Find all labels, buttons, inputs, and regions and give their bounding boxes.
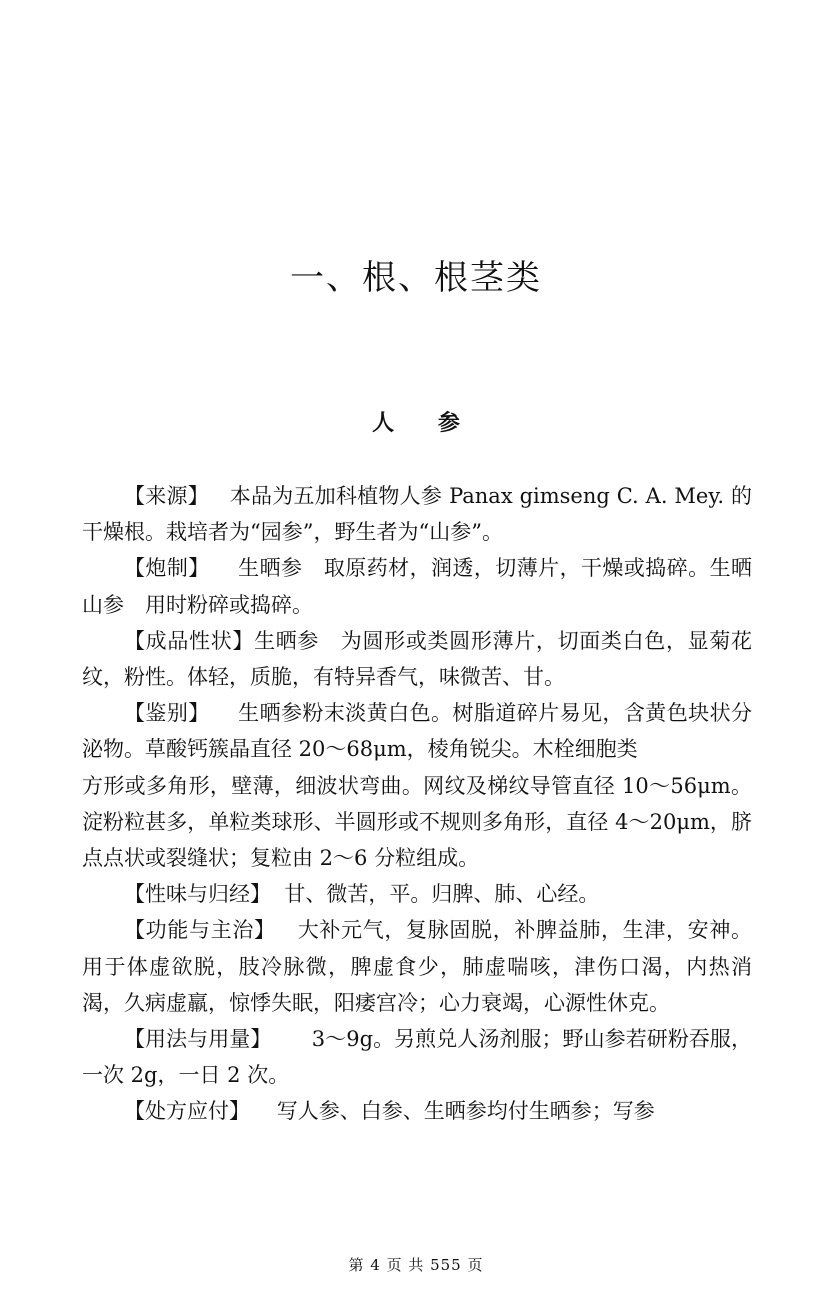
- paragraph-dosage: [82, 1021, 752, 1093]
- paragraph-text: 生晒参 取原药材，润透，切薄片，干燥或捣碎。生晒山参 用时粉碎或捣碎。: [82, 556, 753, 617]
- paragraph-function-indication: [82, 912, 752, 1021]
- paragraph-tag: 【鉴别】: [124, 701, 210, 726]
- paragraph-tag: 【功能与主治】: [124, 918, 276, 943]
- paragraph-tag: 【处方应付】: [124, 1099, 250, 1124]
- paragraph-text: 甘、微苦，平。归脾、肺、心经。: [284, 882, 600, 907]
- paragraph-text: 写人参、白参、生晒参均付生晒参；写参: [276, 1099, 655, 1124]
- paragraph-tag: 【成品性状】: [124, 628, 255, 653]
- paragraph-text: 3～9g。另煎兑人汤剂服；野山参若研粉吞服，一次 2g，一日 2 次。: [82, 1027, 752, 1088]
- section-title: 人 参: [372, 410, 478, 436]
- paragraph-text: 生晒参粉末淡黄白色。树脂道碎片易见，含黄色块状分泌物。草酸钙簇晶直径 20～68μm，棱角锐尖。木栓细胞类: [82, 701, 753, 762]
- page-footer: 第 4 页 共 555 页: [348, 1256, 484, 1274]
- paragraph-tag: 【用法与用量】: [124, 1027, 272, 1052]
- paragraph-tag: 【性味与归经】: [124, 882, 271, 907]
- monograph-body: [82, 478, 752, 1130]
- paragraph-prescription: [82, 1093, 752, 1129]
- paragraph-tag: 【炮制】: [124, 556, 210, 581]
- paragraph-identification-continued: [82, 768, 752, 877]
- paragraph-tag: 【来源】: [124, 484, 209, 508]
- paragraph-text: 生晒参 为圆形或类圆形薄片，切面类白色，显菊花纹，粉性。体轻，质脆，有特异香气，味微苦、甘。: [82, 628, 753, 690]
- paragraph-text: 方形或多角形，壁薄，细波状弯曲。网纹及梯纹导管直径 10～56μm。淀粉粒甚多，单粒类球形、半圆形或不规则多角形，直径 4～20μm，脐点点状或裂缝状；复粒由 2～6 分粒组成。: [82, 773, 752, 871]
- paragraph-source: [82, 478, 752, 550]
- chapter-title: 一、根、根茎类: [290, 258, 542, 298]
- paragraph-text: 本品为五加科植物人参 Panax gimseng C. A. Mey. 的干燥根。栽培者为“园参”，野生者为“山参”。: [82, 484, 753, 545]
- paragraph-text: 大补元气，复脉固脱，补脾益肺，生津，安神。用于体虚欲脱，肢冷脉微，脾虚食少，肺虚喘咳，津伤口渴，内热消渴，久病虚羸，惊悸失眠，阳痿宫冷；心力衰竭，心源性休克。: [82, 918, 753, 1015]
- paragraph-identification: [82, 695, 752, 767]
- paragraph-processing: [82, 550, 752, 622]
- paragraph-product-description: [82, 623, 752, 695]
- paragraph-nature-meridian: [82, 876, 752, 912]
